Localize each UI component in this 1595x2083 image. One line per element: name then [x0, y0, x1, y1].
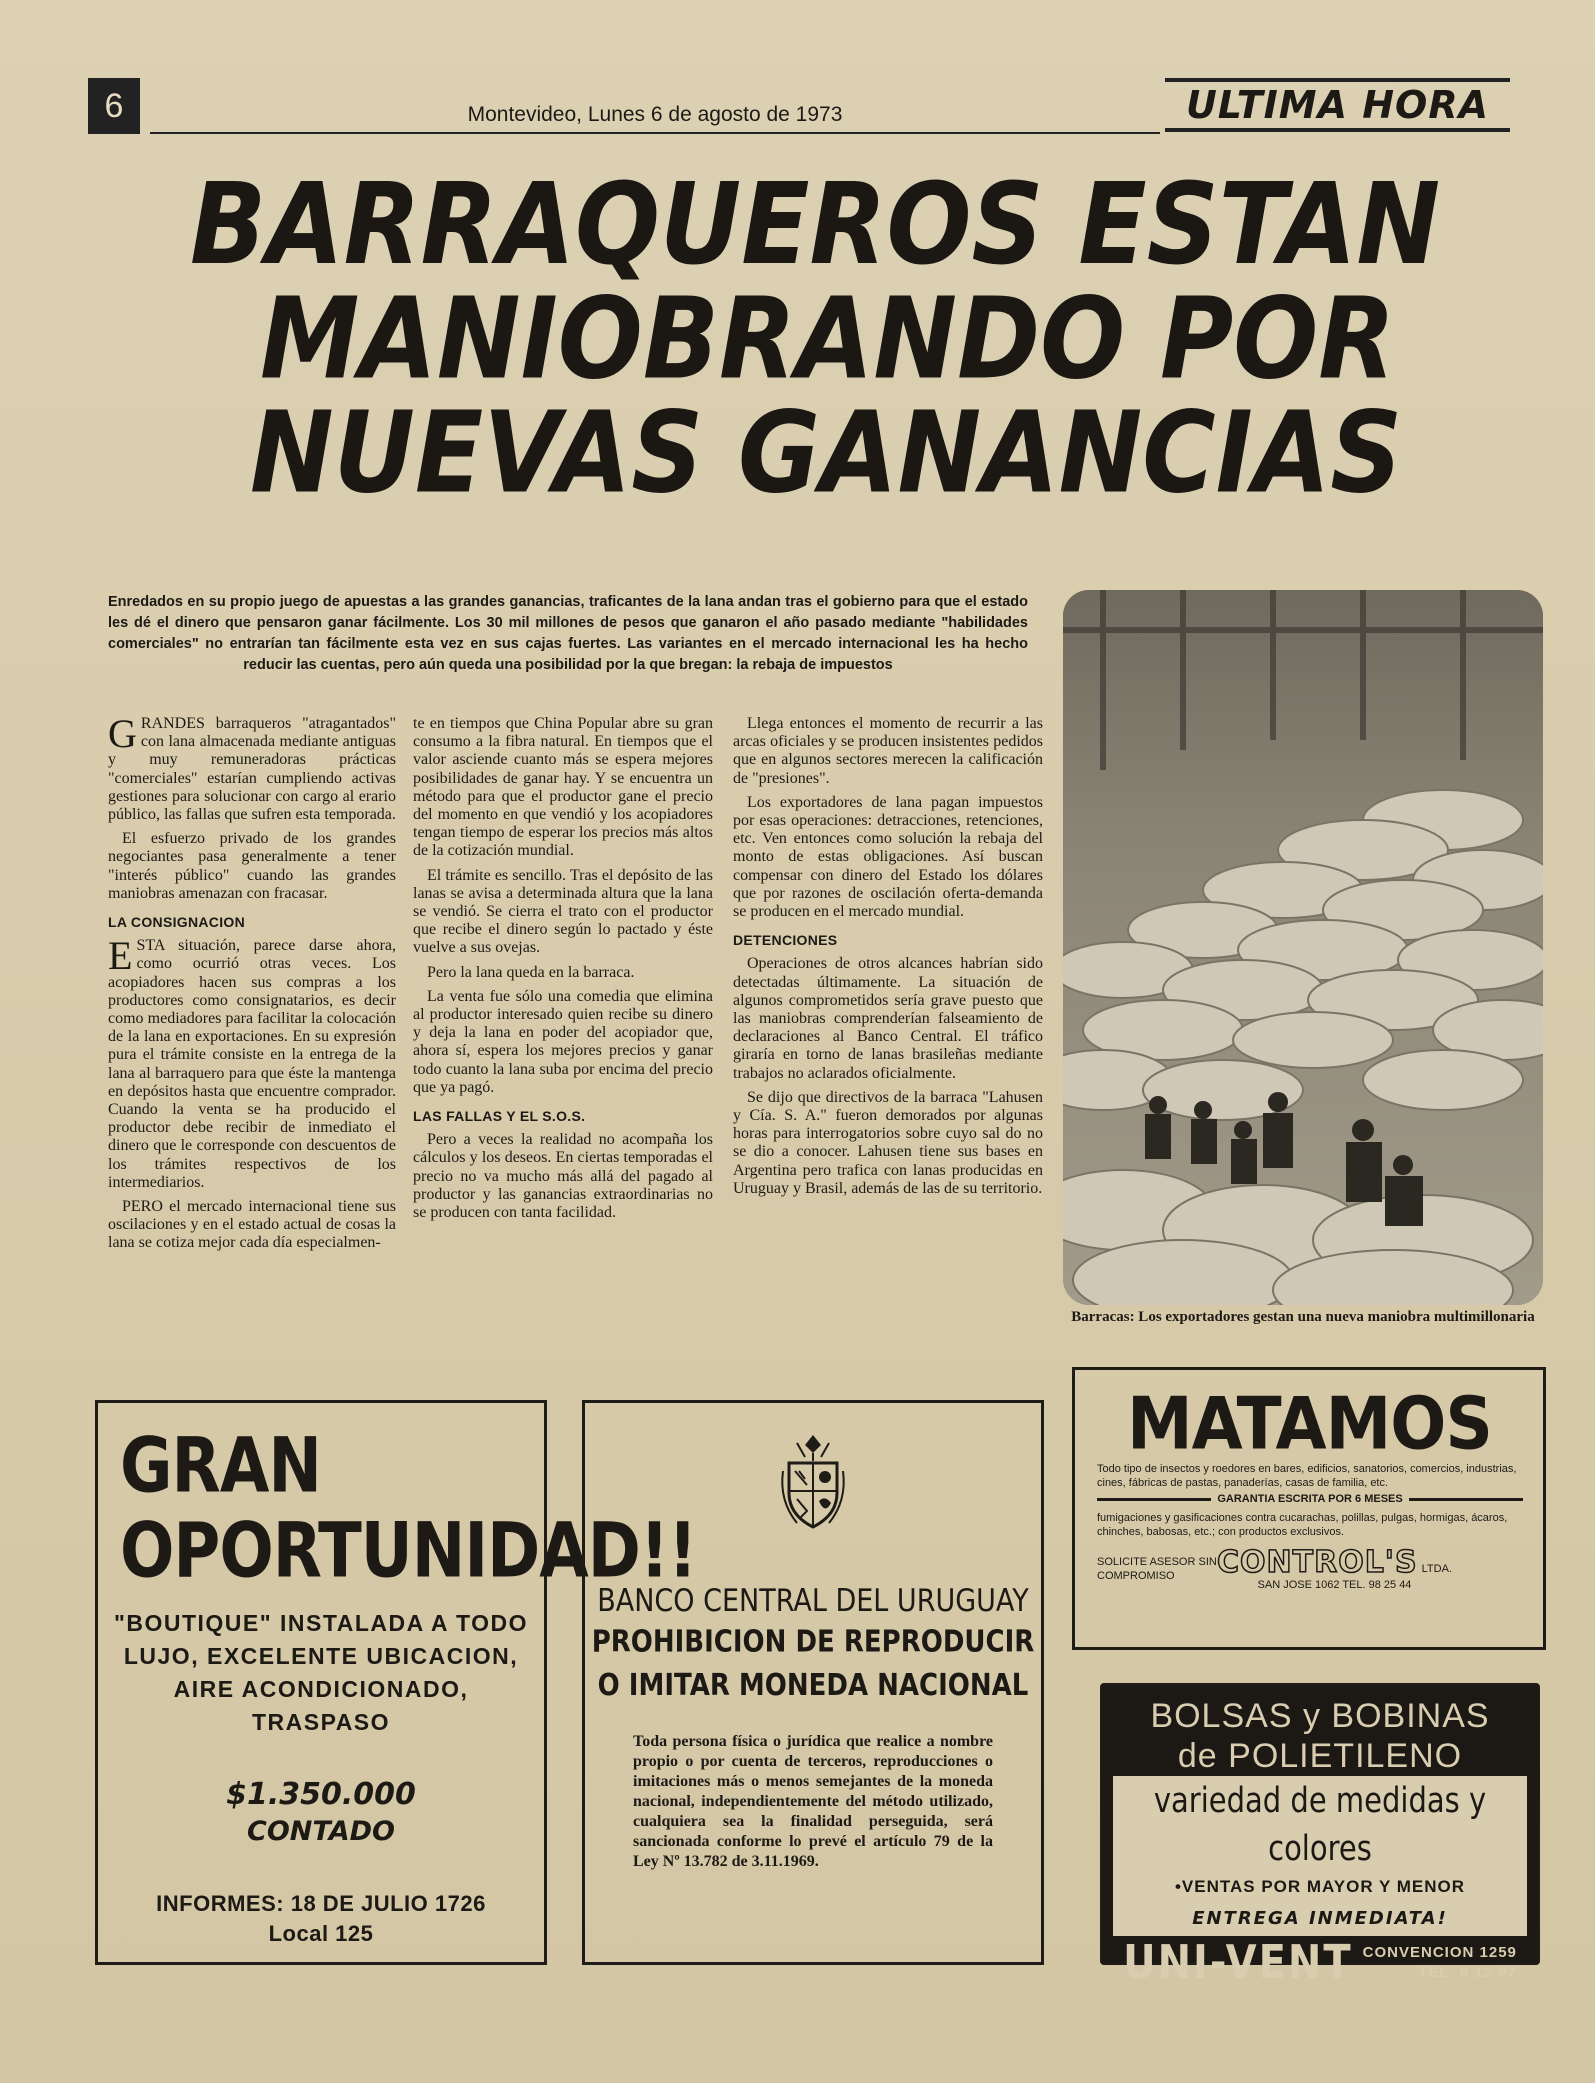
ad-gran-oportunidad — [95, 1400, 697, 1965]
headline-line-2: MANIOBRANDO POR — [260, 273, 1396, 405]
divider — [1409, 1498, 1523, 1501]
ad-banco-title: BANCO CENTRAL DEL URUGUAY — [597, 1583, 1029, 1620]
ad-bolsas-line-4: •VENTAS POR MAYOR Y MENOR — [1113, 1872, 1527, 1902]
wool-bales-image — [1063, 590, 1543, 1305]
ad-gran-price: $1.350.000 — [226, 1777, 416, 1812]
ad-bolsas-address: CONVENCION 1259 TEL. 8 12 97 — [1362, 1944, 1517, 1981]
divider — [1097, 1498, 1211, 1501]
article-paragraph: Se dijo que directivos de la barraca "Lahusen y Cía. S. A." fueron demorados por algunas horas para interrogatorios sobre cuyo sal do no se dio a conocer. Lahusen tiene sus bases en Argentina pero trafica con lanas producidas en Uruguay y Brasil, además de las de su territorio. — [733, 1088, 1043, 1197]
article-paragraph: Pero la lana queda en la barraca. — [427, 963, 635, 981]
univent-logo: UNI-VENT — [1123, 1936, 1353, 1990]
section-heading: LA CONSIGNACION — [108, 914, 245, 931]
ad-bolsas-line-3: variedad de medidas y colores — [1113, 1776, 1527, 1872]
ad-matamos-text: Todo tipo de insectos y roedores en bares, edificios, sanatorios, comercios, industrias, cines, fábricas de pastas, panaderías, casas de familia, etc. — [1097, 1463, 1517, 1489]
headline — [160, 159, 1460, 519]
article-paragraph: GRANDES barraqueros "atragantados" con lana almacenada mediante antiguas y muy remuneradoras prácticas "comerciales" estarían cumpliendo activas gestiones para solucionar con cargo al erario público, las fallas que sufren esta temporada. — [108, 711, 396, 824]
ad-matamos-title: MATAMOS — [1127, 1381, 1492, 1467]
headline-line-1: BARRAQUEROS ESTAN — [190, 159, 1441, 291]
article-paragraph: La venta fue sólo una comedia que elimina al productor interesado quien recibe su dinero y deja la lana en poder del acopiador que, ahora sí, espera los mejores precios y ganar todo cuanto la lana suba por encima del precio que ya pagó. — [413, 987, 713, 1096]
article-paragraph: Los exportadores de lana pagan impuestos por esas operaciones: detracciones, retenciones, etc. Ven entonces como solución la rebaja del monto de estas obligaciones. Así buscan compensar con dinero del Estado los dólares que por razones de oscilación oferta-demanda se producen en el mercado mundial. — [733, 793, 1043, 921]
uruguay-coat-of-arms-icon — [777, 1431, 849, 1531]
ad-gran-body: "BOUTIQUE" INSTALADA A TODO LUJO, EXCELENTE UBICACION, AIRE ACONDICIONADO, TRASPASO — [113, 1610, 529, 1735]
ad-gran-info: INFORMES: 18 DE JULIO 1726 Local 125 — [156, 1891, 486, 1946]
section-heading: LAS FALLAS Y EL S.O.S. — [413, 1108, 586, 1125]
ad-matamos-address: SAN JOSE 1062 TEL. 98 25 44 — [1257, 1579, 1412, 1591]
ad-gran-terms: CONTADO — [247, 1816, 395, 1847]
ad-bolsas-line-5: ENTREGA INMEDIATA! — [1113, 1902, 1527, 1936]
page-number: 6 — [88, 78, 140, 134]
ad-matamos-solicite: SOLICITE ASESOR SIN COMPROMISO — [1097, 1556, 1217, 1582]
ad-matamos-footer — [1097, 1547, 1523, 1591]
ad-banco-central — [582, 1400, 1044, 1965]
drop-cap: G — [108, 711, 137, 756]
article-paragraph: ESTA situación, parece darse ahora, como ocurrió otras veces. Los acopiadores hacen sus compras a los productores como consignatarios, es decir como mediadores para facilitar la colocación de la lana en exportaciones. En su expresión pura el trámite consiste en la entrega de la lana al barraquero para que éste la mantenga en depósitos hasta que encuentre comprador. Cuando la venta se ha producido el productor debe recibir de inmediato el dinero que le corresponde con descuentos de los trámites respectivos de los intermediarios. — [108, 933, 396, 1191]
article-paragraph: Pero a veces la realidad no acompaña los cálculos y los deseos. En ciertas temporadas el precio no va mucho más allá del pagado al productor y las ganancias extraordinarias no se producen con tanta facilidad. — [413, 1131, 713, 1222]
controls-logo: CONTROL'S — [1217, 1545, 1418, 1580]
article-paragraph: El esfuerzo privado de los grandes negociantes pasa generalmente a tener "interés público" cuando las grandes maniobras amenazan con fracasar. — [108, 830, 396, 902]
ad-gran-title: GRAN OPORTUNIDAD!! — [120, 1423, 697, 1596]
ad-banco-subtitle: PROHIBICION DE REPRODUCIR O IMITAR MONEDA NACIONAL — [591, 1624, 1035, 1704]
ad-bolsas-bobinas — [1100, 1683, 1540, 1990]
article-column-1 — [108, 711, 396, 1259]
drop-cap: E — [108, 933, 133, 979]
headline-line-3: NUEVAS GANANCIAS — [250, 387, 1403, 519]
ad-matamos-guarantee: GARANTIA ESCRITA POR 6 MESES — [1097, 1493, 1523, 1505]
warehouse-photo — [1063, 590, 1543, 1305]
dateline: Montevideo, Lunes 6 de agosto de 1973 — [150, 98, 1160, 134]
ad-matamos-services: fumigaciones y gasificaciones contra cucarachas, polillas, pulgas, hormigas, ácaros, chinches, babosas, etc.; con productos exclusivos. — [1097, 1512, 1508, 1538]
section-heading: DETENCIONES — [733, 932, 838, 949]
masthead-logo: ULTIMA HORA — [1165, 78, 1510, 132]
article-column-2 — [413, 715, 713, 1228]
ad-matamos-brand: CONTROL'S LTDA. SAN JOSE 1062 TEL. 98 25 44 — [1217, 1545, 1452, 1591]
lead-paragraph: Enredados en su propio juego de apuestas a las grandes ganancias, traficantes de la lana andan tras el gobierno para que el estado les dé el dinero que pensaron ganar fácilmente. Los 30 mil millones de pesos que ganaron el año pasado mediante "habilidades comerciales" no entrarían tan fácilmente esta vez en sus cajas fuertes. Las variantes en el mercado internacional les ha hecho reducir las cuentas, pero aún queda una posibilidad por la que bregan: la rebaja de impuestos — [108, 594, 1028, 673]
ad-banco-text: Toda persona física o jurídica que realice a nombre propio o por cuenta de terceros, reproducciones o imitaciones más o menos semejantes de la moneda nacional, independientemente del método utilizado, cualquiera sea la finalidad perseguida, será sancionada conforme lo prevé el artículo 79 de la Ley Nº 13.782 de 3.11.1969. — [633, 1733, 993, 1870]
ad-bolsas-line-2: de POLIETILENO — [1177, 1737, 1463, 1775]
article-paragraph: PERO el mercado internacional tiene sus oscilaciones y en el estado actual de cosas la lana se cotiza mejor cada día especialmen- — [108, 1198, 396, 1252]
article-paragraph: te en tiempos que China Popular abre su gran consumo a la fibra natural. En tiempos que el valor asciende cuanto más se espera mejores posibilidades de ganar hay. Y se encuentra un método para que el productor gane el precio del momento en que vendió y los acopiadores tengan tiempo de esperar los precios más altos de la cotización mundial. — [413, 715, 713, 860]
article-column-3 — [733, 715, 1043, 1204]
ad-bolsas-line-1: BOLSAS y BOBINAS — [1150, 1697, 1490, 1735]
ad-matamos — [1072, 1367, 1546, 1650]
photo-caption: Barracas: Los exportadores gestan una nueva maniobra multimillonaria — [1071, 1309, 1535, 1325]
ad-bolsas-footer — [1103, 1936, 1537, 1990]
article-paragraph: El trámite es sencillo. Tras el depósito de las lanas se avisa a determinada altura que la lana se vendió. Se cierra el trato con el productor que recibe el dinero según lo pactado y éste vuelve a sus ovejas. — [413, 866, 713, 957]
article-paragraph: Operaciones de otros alcances habrían sido detectadas últimamente. La situación de algunos comprometidos sería grave puesto que las maniobras comprenderían falseamiento de declaraciones al Banco Central. El tráfico giraría en torno de lanas brasileñas mediante trabajos no aclarados oficialmente. — [733, 955, 1043, 1082]
article-paragraph: Llega entonces el momento de recurrir a las arcas oficiales y se producen insistentes pedidos que en algunos sectores merecen la calificación de "presiones". — [733, 715, 1043, 787]
